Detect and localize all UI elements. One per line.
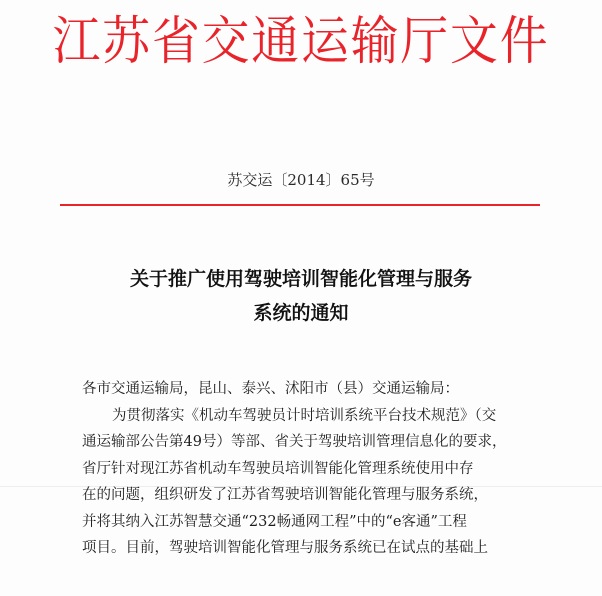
body-line: 为贯彻落实《机动车驾驶员计时培训系统平台技术规范》（交 <box>112 407 497 424</box>
document-header-title: 江苏省交通运输厅文件 <box>52 12 550 72</box>
red-divider-rule <box>60 204 540 206</box>
addressee-line: 各市交通运输局，昆山、泰兴、沭阳市（县）交通运输局： <box>82 381 459 397</box>
body-line: 通运输部公告第49号）等部、省关于驾驶培训管理信息化的要求， <box>82 434 507 450</box>
body-line: 并将其纳入江苏智慧交通“232畅通网工程”中的“e客通”工程 <box>82 513 467 530</box>
body-line: 项目。目前，驾驶培训智能化管理与服务系统已在试点的基础上 <box>82 540 488 556</box>
notice-title-line-1: 关于推广使用驾驶培训智能化管理与服务 <box>129 268 472 290</box>
body-line: 省厅针对现江苏省机动车驾驶员培训智能化管理系统使用中存 <box>82 460 474 477</box>
notice-title <box>0 262 602 330</box>
document-number: 苏交运〔2014〕65号 <box>227 171 375 189</box>
body-line: 在的问题，组织研发了江苏省驾驶培训智能化管理与服务系统， <box>82 487 488 503</box>
page-fold-shadow <box>0 486 602 487</box>
notice-title-line-2: 系统的通知 <box>253 302 349 324</box>
notice-body <box>82 376 552 562</box>
